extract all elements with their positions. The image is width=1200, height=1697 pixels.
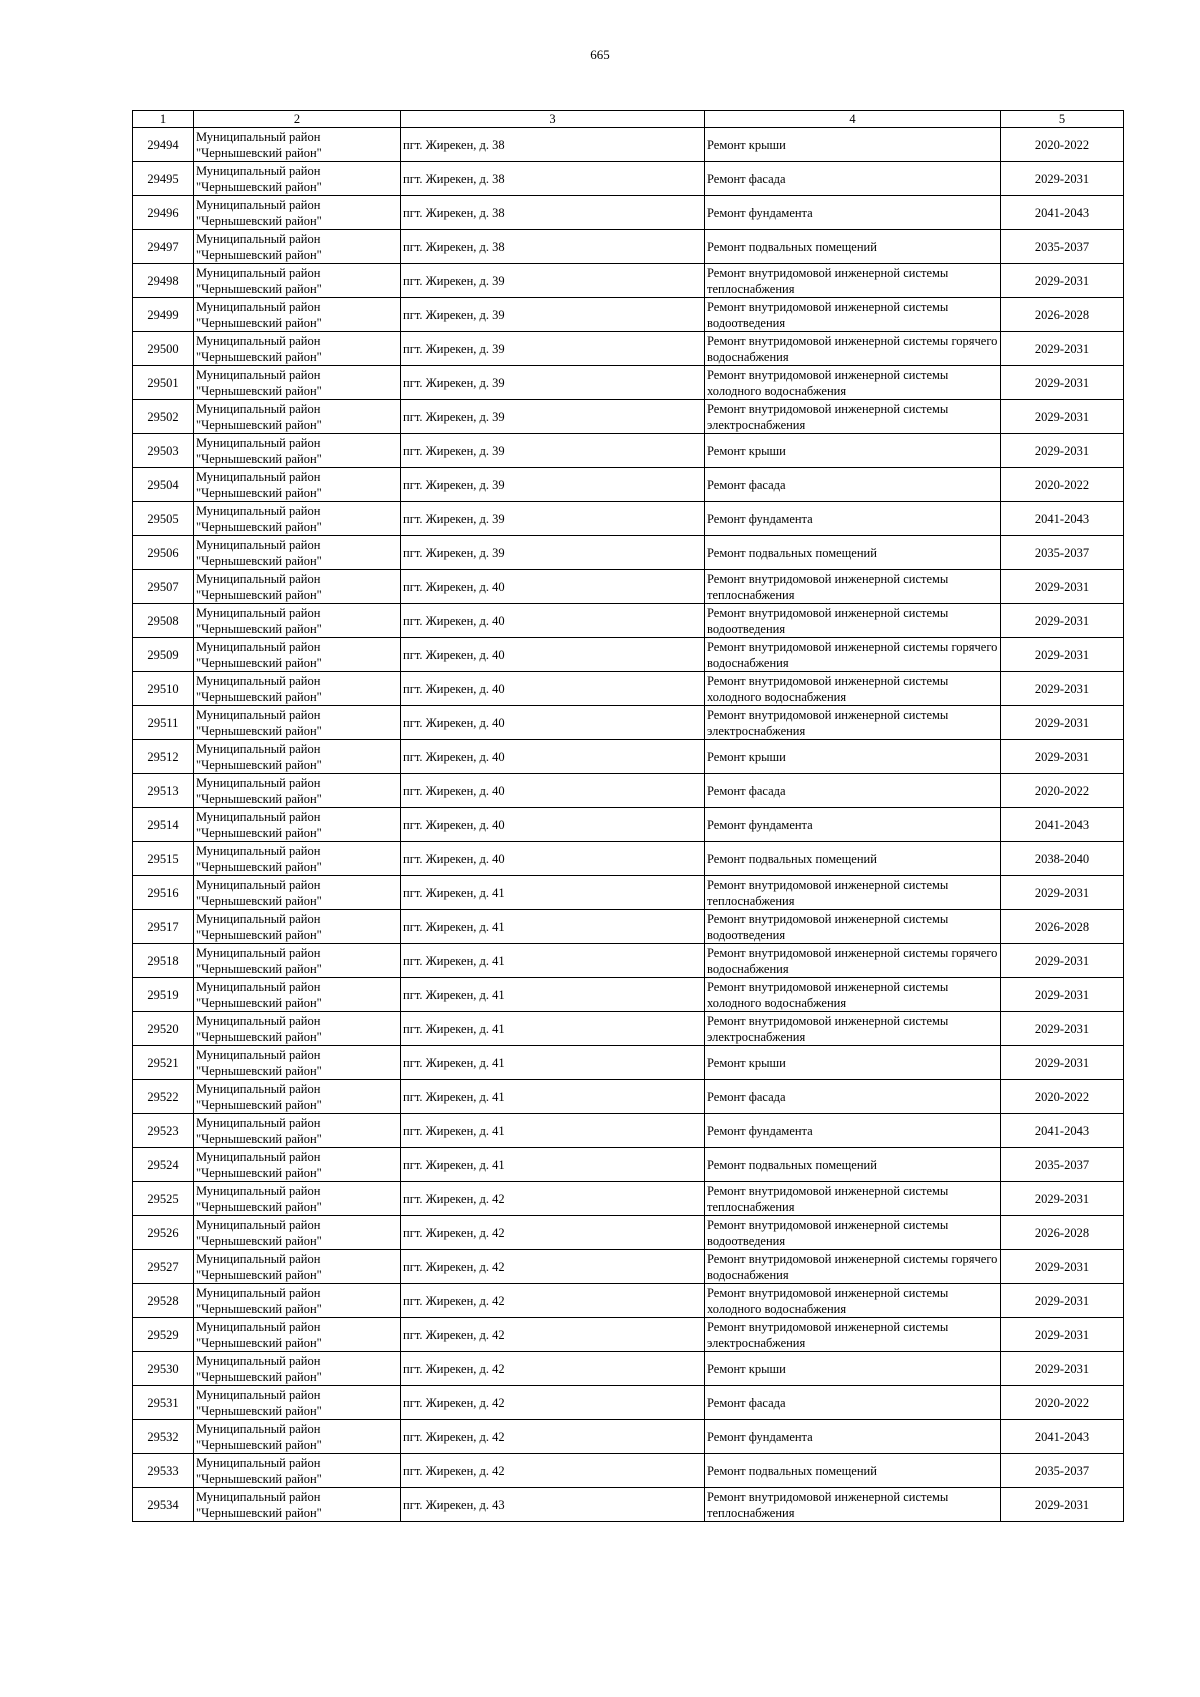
address-cell: пгт. Жирекен, д. 40: [401, 842, 705, 876]
period-cell: 2029-2031: [1001, 706, 1124, 740]
column-header: 1: [133, 111, 194, 128]
work-type-cell: Ремонт внутридомовой инженерной системы водоотведения: [705, 604, 1001, 638]
municipality-cell: Муниципальный район "Чернышевский район": [194, 1420, 401, 1454]
work-type-cell: Ремонт подвальных помещений: [705, 1148, 1001, 1182]
row-number-cell: 29530: [133, 1352, 194, 1386]
row-number-cell: 29512: [133, 740, 194, 774]
municipality-cell: Муниципальный район "Чернышевский район": [194, 944, 401, 978]
period-cell: 2026-2028: [1001, 910, 1124, 944]
municipality-cell: Муниципальный район "Чернышевский район": [194, 740, 401, 774]
period-cell: 2029-2031: [1001, 162, 1124, 196]
address-cell: пгт. Жирекен, д. 38: [401, 162, 705, 196]
period-cell: 2029-2031: [1001, 740, 1124, 774]
work-type-cell: Ремонт внутридомовой инженерной системы горячего водоснабжения: [705, 332, 1001, 366]
work-type-cell: Ремонт внутридомовой инженерной системы электроснабжения: [705, 400, 1001, 434]
municipality-cell: Муниципальный район "Чернышевский район": [194, 1386, 401, 1420]
row-number-cell: 29517: [133, 910, 194, 944]
period-cell: 2041-2043: [1001, 1420, 1124, 1454]
address-cell: пгт. Жирекен, д. 43: [401, 1488, 705, 1522]
address-cell: пгт. Жирекен, д. 39: [401, 366, 705, 400]
page-number: 665: [590, 47, 610, 62]
period-cell: 2035-2037: [1001, 1148, 1124, 1182]
work-type-cell: Ремонт внутридомовой инженерной системы теплоснабжения: [705, 570, 1001, 604]
work-type-cell: Ремонт внутридомовой инженерной системы электроснабжения: [705, 706, 1001, 740]
period-cell: 2029-2031: [1001, 604, 1124, 638]
work-type-cell: Ремонт внутридомовой инженерной системы водоотведения: [705, 910, 1001, 944]
row-number-cell: 29499: [133, 298, 194, 332]
table-row: [133, 502, 1124, 536]
table-row: [133, 706, 1124, 740]
period-cell: 2020-2022: [1001, 468, 1124, 502]
address-cell: пгт. Жирекен, д. 39: [401, 400, 705, 434]
table-row: [133, 1420, 1124, 1454]
row-number-cell: 29506: [133, 536, 194, 570]
work-type-cell: Ремонт фундамента: [705, 196, 1001, 230]
work-type-cell: Ремонт внутридомовой инженерной системы теплоснабжения: [705, 264, 1001, 298]
address-cell: пгт. Жирекен, д. 41: [401, 910, 705, 944]
municipality-cell: Муниципальный район "Чернышевский район": [194, 1454, 401, 1488]
address-cell: пгт. Жирекен, д. 42: [401, 1182, 705, 1216]
period-cell: 2029-2031: [1001, 672, 1124, 706]
work-type-cell: Ремонт внутридомовой инженерной системы горячего водоснабжения: [705, 638, 1001, 672]
address-cell: пгт. Жирекен, д. 38: [401, 128, 705, 162]
row-number-cell: 29534: [133, 1488, 194, 1522]
work-type-cell: Ремонт крыши: [705, 740, 1001, 774]
work-type-cell: Ремонт внутридомовой инженерной системы холодного водоснабжения: [705, 672, 1001, 706]
table-row: [133, 400, 1124, 434]
address-cell: пгт. Жирекен, д. 40: [401, 672, 705, 706]
address-cell: пгт. Жирекен, д. 40: [401, 638, 705, 672]
municipality-cell: Муниципальный район "Чернышевский район": [194, 774, 401, 808]
address-cell: пгт. Жирекен, д. 39: [401, 332, 705, 366]
work-type-cell: Ремонт фасада: [705, 468, 1001, 502]
work-type-cell: Ремонт крыши: [705, 128, 1001, 162]
work-type-cell: Ремонт крыши: [705, 434, 1001, 468]
municipality-cell: Муниципальный район "Чернышевский район": [194, 1080, 401, 1114]
table-row: [133, 1080, 1124, 1114]
table-row: [133, 366, 1124, 400]
table-row: [133, 298, 1124, 332]
work-type-cell: Ремонт внутридомовой инженерной системы теплоснабжения: [705, 1488, 1001, 1522]
table-row: [133, 774, 1124, 808]
period-cell: 2029-2031: [1001, 1318, 1124, 1352]
row-number-cell: 29507: [133, 570, 194, 604]
row-number-cell: 29533: [133, 1454, 194, 1488]
address-cell: пгт. Жирекен, д. 40: [401, 740, 705, 774]
table-row: [133, 1352, 1124, 1386]
row-number-cell: 29516: [133, 876, 194, 910]
work-type-cell: Ремонт фасада: [705, 774, 1001, 808]
column-header: 5: [1001, 111, 1124, 128]
municipality-cell: Муниципальный район "Чернышевский район": [194, 570, 401, 604]
municipality-cell: Муниципальный район "Чернышевский район": [194, 1216, 401, 1250]
work-type-cell: Ремонт внутридомовой инженерной системы холодного водоснабжения: [705, 1284, 1001, 1318]
work-type-cell: Ремонт подвальных помещений: [705, 842, 1001, 876]
address-cell: пгт. Жирекен, д. 41: [401, 944, 705, 978]
municipality-cell: Муниципальный район "Чернышевский район": [194, 298, 401, 332]
row-number-cell: 29521: [133, 1046, 194, 1080]
period-cell: 2029-2031: [1001, 570, 1124, 604]
table-row: [133, 1216, 1124, 1250]
municipality-cell: Муниципальный район "Чернышевский район": [194, 230, 401, 264]
work-type-cell: Ремонт подвальных помещений: [705, 230, 1001, 264]
work-type-cell: Ремонт подвальных помещений: [705, 536, 1001, 570]
work-type-cell: Ремонт крыши: [705, 1046, 1001, 1080]
column-header: 3: [401, 111, 705, 128]
period-cell: 2029-2031: [1001, 332, 1124, 366]
period-cell: 2029-2031: [1001, 638, 1124, 672]
municipality-cell: Муниципальный район "Чернышевский район": [194, 1012, 401, 1046]
work-type-cell: Ремонт внутридомовой инженерной системы теплоснабжения: [705, 876, 1001, 910]
address-cell: пгт. Жирекен, д. 41: [401, 1012, 705, 1046]
period-cell: 2029-2031: [1001, 366, 1124, 400]
municipality-cell: Муниципальный район "Чернышевский район": [194, 706, 401, 740]
row-number-cell: 29515: [133, 842, 194, 876]
row-number-cell: 29527: [133, 1250, 194, 1284]
period-cell: 2029-2031: [1001, 400, 1124, 434]
municipality-cell: Муниципальный район "Чернышевский район": [194, 604, 401, 638]
row-number-cell: 29523: [133, 1114, 194, 1148]
period-cell: 2029-2031: [1001, 1250, 1124, 1284]
municipality-cell: Муниципальный район "Чернышевский район": [194, 638, 401, 672]
municipality-cell: Муниципальный район "Чернышевский район": [194, 332, 401, 366]
work-type-cell: Ремонт внутридомовой инженерной системы электроснабжения: [705, 1012, 1001, 1046]
address-cell: пгт. Жирекен, д. 40: [401, 706, 705, 740]
municipality-cell: Муниципальный район "Чернышевский район": [194, 366, 401, 400]
row-number-cell: 29498: [133, 264, 194, 298]
table-row: [133, 162, 1124, 196]
header-row: [133, 111, 1124, 128]
address-cell: пгт. Жирекен, д. 38: [401, 230, 705, 264]
table-row: [133, 604, 1124, 638]
work-type-cell: Ремонт внутридомовой инженерной системы холодного водоснабжения: [705, 978, 1001, 1012]
row-number-cell: 29526: [133, 1216, 194, 1250]
table-row: [133, 842, 1124, 876]
table-row: [133, 944, 1124, 978]
row-number-cell: 29508: [133, 604, 194, 638]
period-cell: 2029-2031: [1001, 1488, 1124, 1522]
address-cell: пгт. Жирекен, д. 41: [401, 876, 705, 910]
period-cell: 2020-2022: [1001, 1080, 1124, 1114]
address-cell: пгт. Жирекен, д. 39: [401, 468, 705, 502]
table-row: [133, 1012, 1124, 1046]
table-row: [133, 332, 1124, 366]
row-number-cell: 29500: [133, 332, 194, 366]
address-cell: пгт. Жирекен, д. 40: [401, 774, 705, 808]
table-row: [133, 876, 1124, 910]
address-cell: пгт. Жирекен, д. 42: [401, 1216, 705, 1250]
work-type-cell: Ремонт фасада: [705, 1386, 1001, 1420]
row-number-cell: 29514: [133, 808, 194, 842]
municipality-cell: Муниципальный район "Чернышевский район": [194, 468, 401, 502]
row-number-cell: 29528: [133, 1284, 194, 1318]
period-cell: 2029-2031: [1001, 876, 1124, 910]
period-cell: 2041-2043: [1001, 808, 1124, 842]
period-cell: 2029-2031: [1001, 1012, 1124, 1046]
municipality-cell: Муниципальный район "Чернышевский район": [194, 1250, 401, 1284]
row-number-cell: 29503: [133, 434, 194, 468]
period-cell: 2020-2022: [1001, 128, 1124, 162]
period-cell: 2026-2028: [1001, 298, 1124, 332]
table-row: [133, 1488, 1124, 1522]
work-type-cell: Ремонт фундамента: [705, 502, 1001, 536]
table-row: [133, 196, 1124, 230]
work-type-cell: Ремонт фундамента: [705, 1420, 1001, 1454]
work-type-cell: Ремонт внутридомовой инженерной системы горячего водоснабжения: [705, 944, 1001, 978]
table-row: [133, 1114, 1124, 1148]
table-row: [133, 1182, 1124, 1216]
municipality-cell: Муниципальный район "Чернышевский район": [194, 400, 401, 434]
municipality-cell: Муниципальный район "Чернышевский район": [194, 1352, 401, 1386]
work-type-cell: Ремонт фундамента: [705, 808, 1001, 842]
row-number-cell: 29532: [133, 1420, 194, 1454]
municipality-cell: Муниципальный район "Чернышевский район": [194, 910, 401, 944]
table-row: [133, 1284, 1124, 1318]
table-row: [133, 1046, 1124, 1080]
row-number-cell: 29520: [133, 1012, 194, 1046]
period-cell: 2029-2031: [1001, 1352, 1124, 1386]
address-cell: пгт. Жирекен, д. 42: [401, 1454, 705, 1488]
work-type-cell: Ремонт внутридомовой инженерной системы горячего водоснабжения: [705, 1250, 1001, 1284]
address-cell: пгт. Жирекен, д. 42: [401, 1352, 705, 1386]
repair-schedule-table: [132, 110, 1124, 1522]
row-number-cell: 29496: [133, 196, 194, 230]
table-row: [133, 468, 1124, 502]
table-row: [133, 1250, 1124, 1284]
row-number-cell: 29513: [133, 774, 194, 808]
table-row: [133, 638, 1124, 672]
row-number-cell: 29495: [133, 162, 194, 196]
period-cell: 2041-2043: [1001, 1114, 1124, 1148]
municipality-cell: Муниципальный район "Чернышевский район": [194, 196, 401, 230]
address-cell: пгт. Жирекен, д. 39: [401, 298, 705, 332]
period-cell: 2035-2037: [1001, 1454, 1124, 1488]
work-type-cell: Ремонт внутридомовой инженерной системы электроснабжения: [705, 1318, 1001, 1352]
address-cell: пгт. Жирекен, д. 42: [401, 1386, 705, 1420]
address-cell: пгт. Жирекен, д. 38: [401, 196, 705, 230]
work-type-cell: Ремонт внутридомовой инженерной системы холодного водоснабжения: [705, 366, 1001, 400]
row-number-cell: 29502: [133, 400, 194, 434]
municipality-cell: Муниципальный район "Чернышевский район": [194, 1318, 401, 1352]
period-cell: 2029-2031: [1001, 978, 1124, 1012]
municipality-cell: Муниципальный район "Чернышевский район": [194, 1284, 401, 1318]
address-cell: пгт. Жирекен, д. 41: [401, 978, 705, 1012]
period-cell: 2029-2031: [1001, 944, 1124, 978]
period-cell: 2029-2031: [1001, 1046, 1124, 1080]
address-cell: пгт. Жирекен, д. 40: [401, 570, 705, 604]
row-number-cell: 29509: [133, 638, 194, 672]
table-row: [133, 910, 1124, 944]
period-cell: 2029-2031: [1001, 1182, 1124, 1216]
row-number-cell: 29501: [133, 366, 194, 400]
table-row: [133, 128, 1124, 162]
work-type-cell: Ремонт внутридомовой инженерной системы водоотведения: [705, 298, 1001, 332]
address-cell: пгт. Жирекен, д. 42: [401, 1284, 705, 1318]
address-cell: пгт. Жирекен, д. 40: [401, 808, 705, 842]
row-number-cell: 29511: [133, 706, 194, 740]
period-cell: 2029-2031: [1001, 1284, 1124, 1318]
period-cell: 2035-2037: [1001, 536, 1124, 570]
address-cell: пгт. Жирекен, д. 41: [401, 1080, 705, 1114]
municipality-cell: Муниципальный район "Чернышевский район": [194, 128, 401, 162]
municipality-cell: Муниципальный район "Чернышевский район": [194, 434, 401, 468]
municipality-cell: Муниципальный район "Чернышевский район": [194, 1148, 401, 1182]
period-cell: 2029-2031: [1001, 434, 1124, 468]
row-number-cell: 29519: [133, 978, 194, 1012]
work-type-cell: Ремонт внутридомовой инженерной системы водоотведения: [705, 1216, 1001, 1250]
work-type-cell: Ремонт внутридомовой инженерной системы теплоснабжения: [705, 1182, 1001, 1216]
table-row: [133, 570, 1124, 604]
address-cell: пгт. Жирекен, д. 39: [401, 502, 705, 536]
row-number-cell: 29531: [133, 1386, 194, 1420]
column-header: 4: [705, 111, 1001, 128]
row-number-cell: 29497: [133, 230, 194, 264]
table-row: [133, 536, 1124, 570]
table-body: [133, 128, 1124, 1522]
row-number-cell: 29524: [133, 1148, 194, 1182]
municipality-cell: Муниципальный район "Чернышевский район": [194, 1114, 401, 1148]
period-cell: 2029-2031: [1001, 264, 1124, 298]
municipality-cell: Муниципальный район "Чернышевский район": [194, 978, 401, 1012]
table-row: [133, 1454, 1124, 1488]
period-cell: 2020-2022: [1001, 774, 1124, 808]
table-row: [133, 1318, 1124, 1352]
period-cell: 2020-2022: [1001, 1386, 1124, 1420]
table-row: [133, 808, 1124, 842]
table-row: [133, 978, 1124, 1012]
row-number-cell: 29494: [133, 128, 194, 162]
municipality-cell: Муниципальный район "Чернышевский район": [194, 162, 401, 196]
row-number-cell: 29525: [133, 1182, 194, 1216]
municipality-cell: Муниципальный район "Чернышевский район": [194, 672, 401, 706]
row-number-cell: 29522: [133, 1080, 194, 1114]
address-cell: пгт. Жирекен, д. 42: [401, 1420, 705, 1454]
table-row: [133, 672, 1124, 706]
table-row: [133, 264, 1124, 298]
work-type-cell: Ремонт фасада: [705, 162, 1001, 196]
table-row: [133, 1386, 1124, 1420]
row-number-cell: 29529: [133, 1318, 194, 1352]
address-cell: пгт. Жирекен, д. 40: [401, 604, 705, 638]
address-cell: пгт. Жирекен, д. 41: [401, 1148, 705, 1182]
municipality-cell: Муниципальный район "Чернышевский район": [194, 264, 401, 298]
row-number-cell: 29518: [133, 944, 194, 978]
address-cell: пгт. Жирекен, д. 42: [401, 1250, 705, 1284]
table-row: [133, 740, 1124, 774]
municipality-cell: Муниципальный район "Чернышевский район": [194, 842, 401, 876]
municipality-cell: Муниципальный район "Чернышевский район": [194, 1046, 401, 1080]
work-type-cell: Ремонт крыши: [705, 1352, 1001, 1386]
column-header: 2: [194, 111, 401, 128]
address-cell: пгт. Жирекен, д. 39: [401, 536, 705, 570]
period-cell: 2026-2028: [1001, 1216, 1124, 1250]
municipality-cell: Муниципальный район "Чернышевский район": [194, 876, 401, 910]
municipality-cell: Муниципальный район "Чернышевский район": [194, 1182, 401, 1216]
municipality-cell: Муниципальный район "Чернышевский район": [194, 502, 401, 536]
period-cell: 2038-2040: [1001, 842, 1124, 876]
address-cell: пгт. Жирекен, д. 42: [401, 1318, 705, 1352]
work-type-cell: Ремонт подвальных помещений: [705, 1454, 1001, 1488]
municipality-cell: Муниципальный район "Чернышевский район": [194, 808, 401, 842]
row-number-cell: 29504: [133, 468, 194, 502]
address-cell: пгт. Жирекен, д. 39: [401, 264, 705, 298]
address-cell: пгт. Жирекен, д. 41: [401, 1046, 705, 1080]
row-number-cell: 29505: [133, 502, 194, 536]
table-row: [133, 230, 1124, 264]
period-cell: 2035-2037: [1001, 230, 1124, 264]
municipality-cell: Муниципальный район "Чернышевский район": [194, 536, 401, 570]
work-type-cell: Ремонт фундамента: [705, 1114, 1001, 1148]
work-type-cell: Ремонт фасада: [705, 1080, 1001, 1114]
table-row: [133, 1148, 1124, 1182]
address-cell: пгт. Жирекен, д. 39: [401, 434, 705, 468]
address-cell: пгт. Жирекен, д. 41: [401, 1114, 705, 1148]
row-number-cell: 29510: [133, 672, 194, 706]
period-cell: 2041-2043: [1001, 196, 1124, 230]
table-row: [133, 434, 1124, 468]
period-cell: 2041-2043: [1001, 502, 1124, 536]
municipality-cell: Муниципальный район "Чернышевский район": [194, 1488, 401, 1522]
